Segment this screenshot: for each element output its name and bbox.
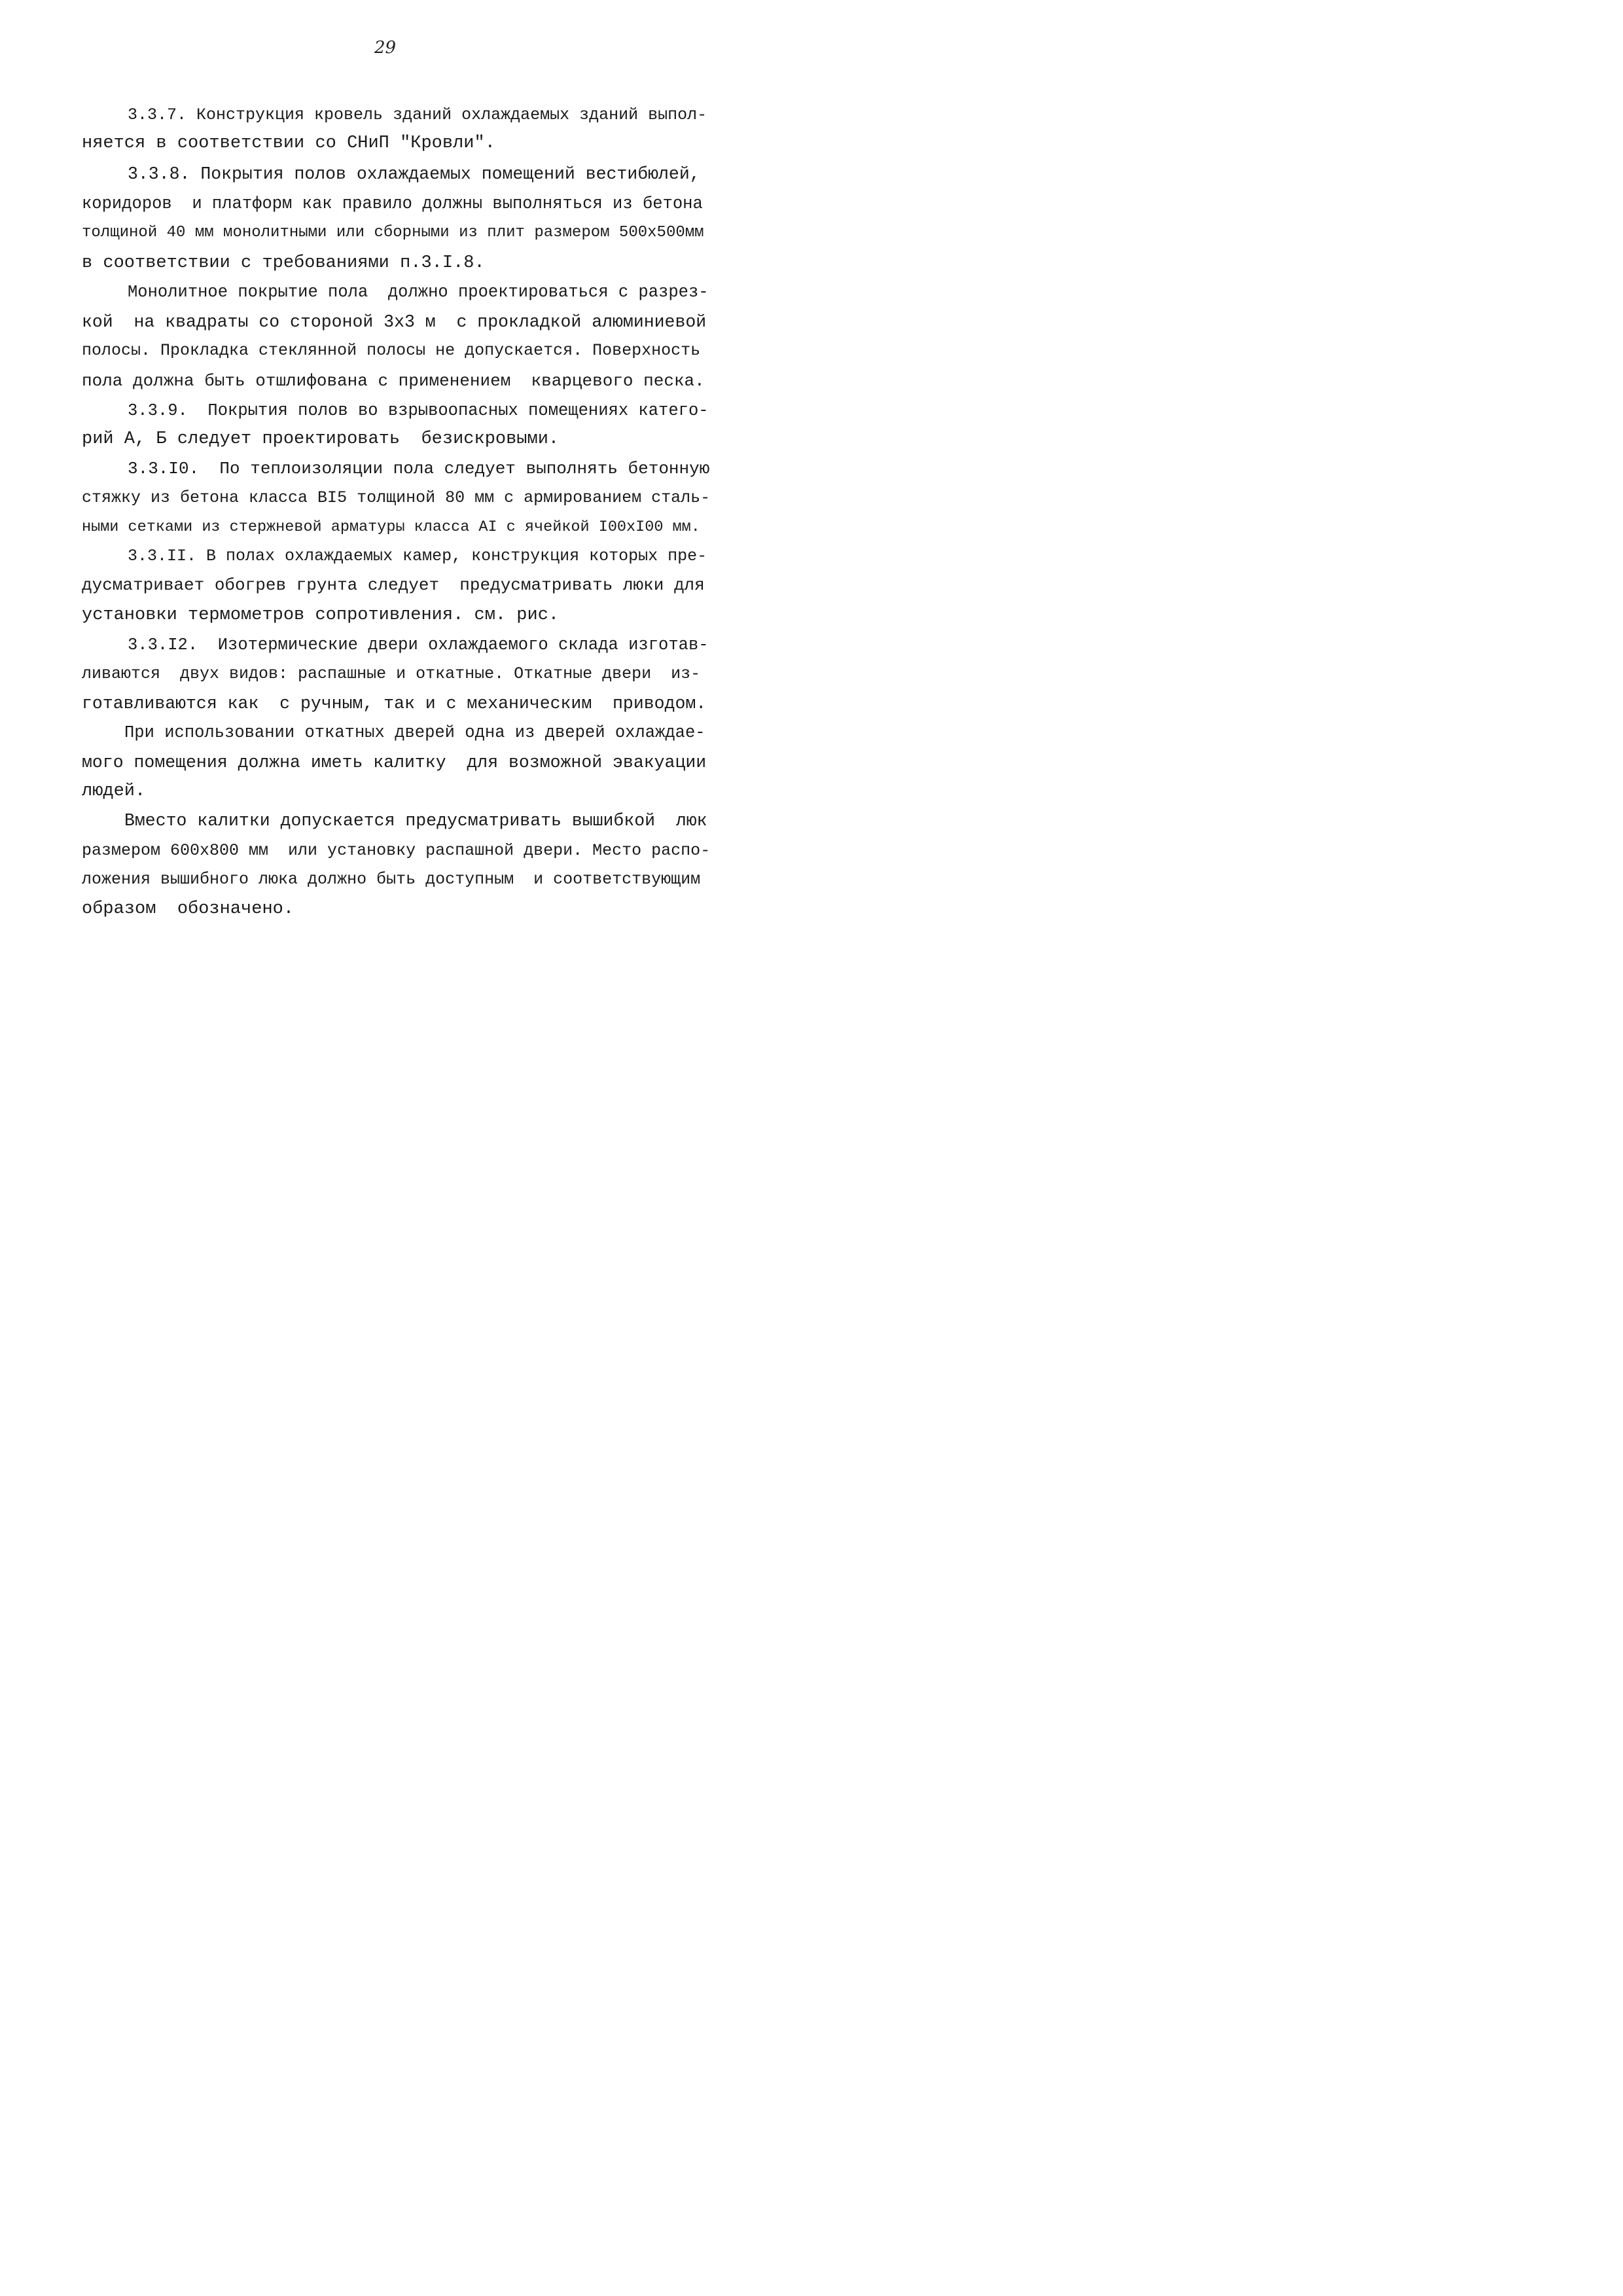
text-line: толщиной 40 мм монолитными или сборными из плит размером 500х500мм [82,224,704,242]
text-line: Вместо калитки допускается предусматривать вышибкой люк [124,811,707,831]
text-line: дусматривает обогрев грунта следует предусматривать люки для [82,575,705,595]
text-line: установки термометров сопротивления. см. рис. [82,605,560,625]
text-line: готавливаются как с ручным, так и с механическим приводом. [82,694,707,713]
text-line: 3.3.9. Покрытия полов во взрывоопасных помещениях катего- [128,401,709,420]
text-line: ложения вышибного люка должно быть доступным и соответствующим [82,870,701,889]
text-line: При использовании откатных дверей одна из дверей охлаждае- [124,723,705,742]
text-line: мого помещения должна иметь калитку для возможной эвакуации [82,753,707,772]
page-number: 29 [374,38,397,58]
text-line: людей. [82,781,146,801]
document-page [0,0,720,1016]
text-line: коридоров и платформ как правило должны выполняться из бетона [82,194,703,213]
text-line: пола должна быть отшлифована с применением кварцевого песка. [82,371,705,391]
text-line: 3.3.I0. По теплоизоляции пола следует выполнять бетонную [128,459,710,478]
text-line: полосы. Прокладка стеклянной полосы не допускается. Поверхность [82,341,701,360]
text-line: 3.3.II. В полах охлаждаемых камер, конструкция которых пре- [128,547,707,565]
text-line: ливаются двух видов: распашные и откатные. Откатные двери из- [82,664,701,683]
text-line: в соответствии с требованиями п.3.I.8. [82,253,485,273]
text-line: 3.3.I2. Изотермические двери охлаждаемого склада изготав- [128,636,709,655]
text-line: образом обозначено. [82,899,294,919]
text-line: Монолитное покрытие пола должно проектироваться с разрез- [128,283,709,302]
text-line: 3.3.8. Покрытия полов охлаждаемых помещений вестибюлей, [128,164,700,184]
text-line: кой на квадраты со стороной 3х3 м с прокладкой алюминиевой [82,312,707,332]
text-line: няется в соответствии со СНиП "Кровли". [82,134,495,153]
text-line: стяжку из бетона класса BI5 толщиной 80 мм с армированием сталь- [82,488,711,507]
text-line: рий А, Б следует проектировать безискровыми. [82,429,560,449]
text-line: размером 600х800 мм или установку распашной двери. Место распо- [82,841,711,860]
text-line: 3.3.7. Конструкция кровель зданий охлаждаемых зданий выпол- [128,105,707,124]
text-line: ными сетками из стержневой арматуры класса AI с ячейкой I00хI00 мм. [82,518,700,536]
